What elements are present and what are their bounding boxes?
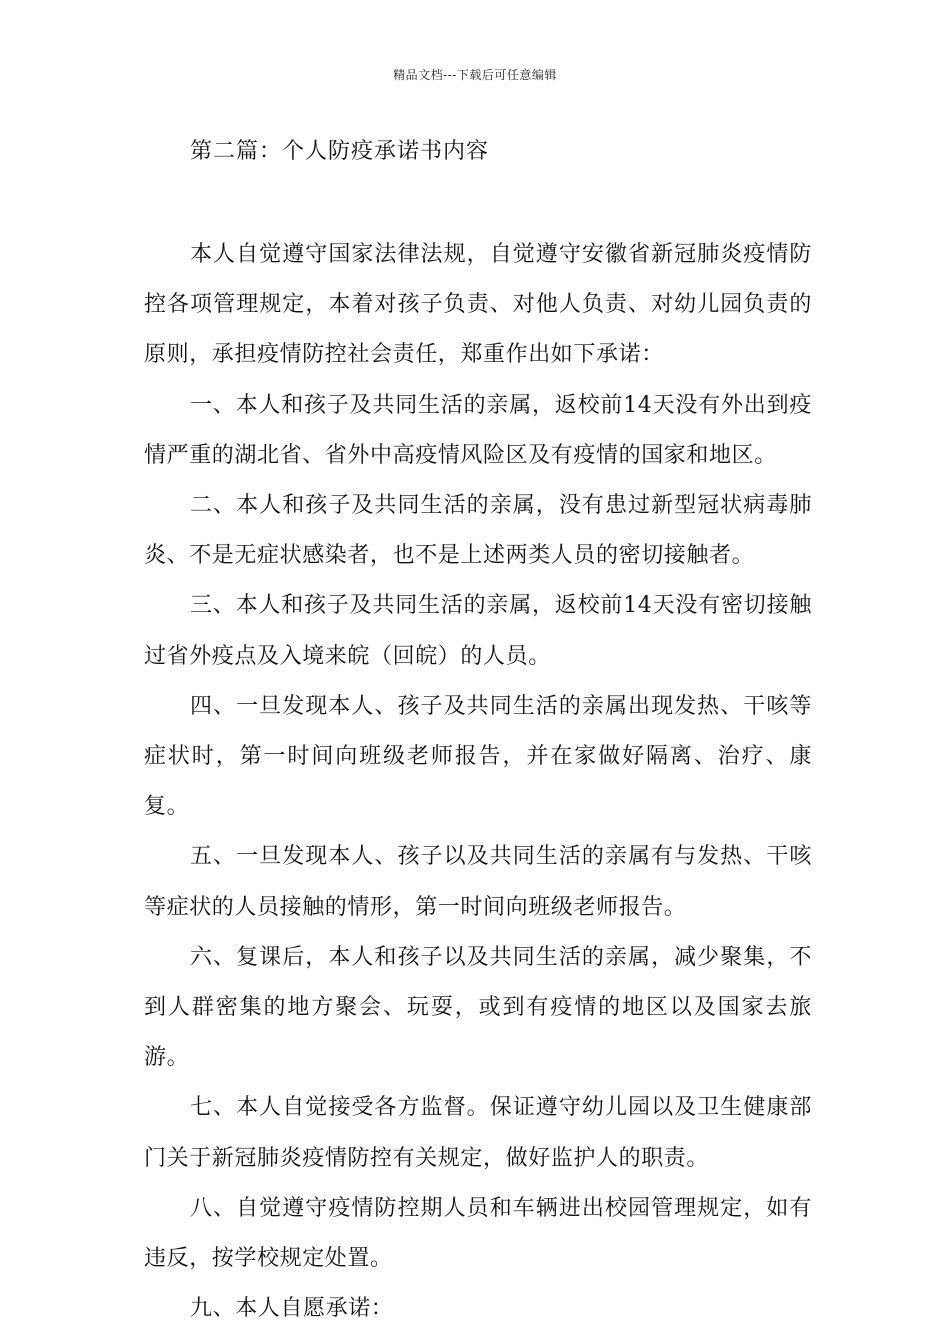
pledge-item-9: 九、本人自愿承诺： [190,1296,394,1322]
pledge-item-3: 三、本人和孩子及共同生活的亲属，返校前14天没有密切接触过省外疫点及入境来皖（回皖）的人员。 [144,593,812,669]
pledge-item-7: 七、本人自觉接受各方监督。保证遵守幼儿园以及卫生健康部门关于新冠肺炎疫情防控有关规定，做好监护人的职责。 [144,1095,812,1171]
pledge-item-6: 六、复课后，本人和孩子以及共同生活的亲属，减少聚集，不到人群密集的地方聚会、玩耍，或到有疫情的地区以及国家去旅游。 [144,944,812,1071]
pledge-item-1: 一、本人和孩子及共同生活的亲属，返校前14天没有外出到疫情严重的湖北省、省外中高疫情风险区及有疫情的国家和地区。 [144,392,812,468]
page-header-note: 精品文档---下载后可任意编辑 [393,68,557,82]
section-title: 第二篇：个人防疫承诺书内容 [190,139,490,164]
pledge-item-2: 二、本人和孩子及共同生活的亲属，没有患过新型冠状病毒肺炎、不是无症状感染者，也不是上述两类人员的密切接触者。 [144,493,812,569]
pledge-item-4: 四、一旦发现本人、孩子及共同生活的亲属出现发热、干咳等症状时，第一时间向班级老师报告，并在家做好隔离、治疗、康复。 [144,693,812,820]
document-body [144,230,812,1334]
pledge-item-8: 八、自觉遵守疫情防控期人员和车辆进出校园管理规定，如有违反，按学校规定处置。 [144,1195,812,1272]
pledge-item-5: 五、一旦发现本人、孩子以及共同生活的亲属有与发热、干咳等症状的人员接触的情形，第一时间向班级老师报告。 [144,844,812,920]
intro-paragraph: 本人自觉遵守国家法律法规，自觉遵守安徽省新冠肺炎疫情防控各项管理规定，本着对孩子负责、对他人负责、对幼儿园负责的原则，承担疫情防控社会责任，郑重作出如下承诺： [144,242,812,368]
